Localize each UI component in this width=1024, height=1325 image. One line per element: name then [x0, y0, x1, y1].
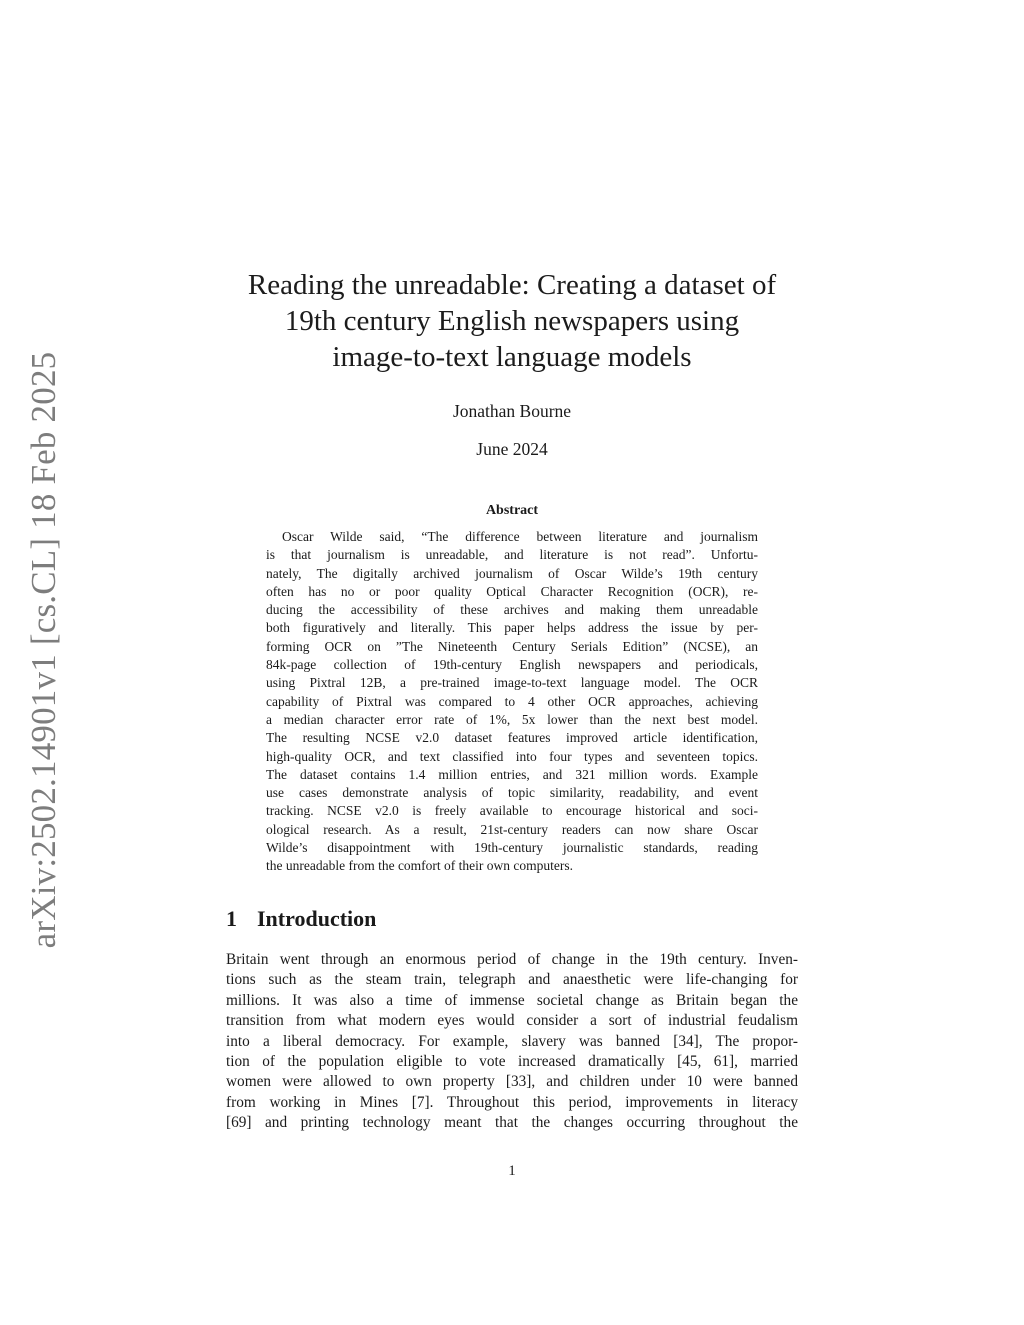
abstract-line: using Pixtral 12B, a pre-trained image-to-text language model. The OCR	[266, 675, 758, 691]
abstract-line: both figuratively and literally. This paper helps address the issue by per-	[266, 620, 758, 636]
body-line: Britain went through an enormous period of change in the 19th century. Inven-	[226, 951, 798, 968]
abstract-line: The resulting NCSE v2.0 dataset features improved article identification,	[266, 730, 758, 746]
title-line: 19th century English newspapers using	[284, 305, 740, 337]
section-number: 1	[226, 906, 237, 931]
title-line: Reading the unreadable: Creating a dataset of	[247, 269, 777, 301]
abstract-line: Wilde’s disappointment with 19th-century journalistic standards, reading	[266, 840, 758, 856]
page-number: 1	[508, 1163, 516, 1179]
abstract-line: 84k-page collection of 19th-century English newspapers and periodicals,	[266, 657, 758, 673]
abstract-line: the unreadable from the comfort of their own computers.	[266, 858, 574, 874]
body-line: women were allowed to own property [33], and children under 10 were banned	[226, 1073, 798, 1091]
abstract-line: forming OCR on ”The Nineteenth Century Serials Edition” (NCSE), an	[266, 638, 758, 654]
body-line: tion of the population eligible to vote increased dramatically [45, 61], married	[226, 1052, 798, 1070]
abstract-line: is that journalism is unreadable, and literature is not read”. Unfortu-	[266, 547, 758, 563]
abstract-text	[266, 528, 758, 876]
abstract-line: The dataset contains 1.4 million entries, and 321 million words. Example	[266, 766, 758, 782]
introduction-text	[226, 950, 798, 1134]
abstract-line: tracking. NCSE v2.0 is freely available to encourage historical and soci-	[266, 803, 758, 819]
section-title: Introduction	[257, 906, 377, 931]
paper-title	[200, 267, 824, 375]
abstract-line: ducing the accessibility of these archives and making them unreadable	[266, 602, 758, 618]
abstract-line: ological research. As a result, 21st-century readers can now share Oscar	[266, 821, 758, 837]
abstract-line: use cases demonstrate analysis of topic similarity, readability, and event	[266, 785, 758, 801]
abstract-line: often has no or poor quality Optical Character Recognition (OCR), re-	[266, 583, 758, 599]
body-line: tions such as the steam train, telegraph and anaesthetic were life-changing for	[226, 971, 798, 989]
body-line: [69] and printing technology meant that the changes occurring throughout the	[226, 1114, 798, 1132]
author-name: Jonathan Bourne	[452, 401, 572, 421]
section-heading	[226, 905, 376, 933]
abstract-line: Oscar Wilde said, “The difference between literature and journalism	[282, 529, 758, 544]
abstract-line: a median character error rate of 1%, 5x lower than the next best model.	[266, 711, 758, 727]
title-line: image-to-text language models	[332, 341, 692, 373]
body-line: from working in Mines [7]. Throughout this period, improvements in literacy	[226, 1093, 798, 1111]
abstract-line: capability of Pixtral was compared to 4 other OCR approaches, achieving	[266, 693, 758, 709]
abstract-heading: Abstract	[485, 503, 539, 518]
body-line: millions. It was also a time of immense societal change as Britain began the	[226, 991, 798, 1009]
abstract-line: high-quality OCR, and text classified into four types and seventeen topics.	[266, 748, 758, 764]
arxiv-identifier: arXiv:2502.14901v1 [cs.CL] 18 Feb 2025	[24, 351, 63, 949]
body-line: transition from what modern eyes would consider a sort of industrial feudalism	[226, 1012, 798, 1030]
body-line: into a liberal democracy. For example, slavery was banned [34], The propor-	[226, 1032, 798, 1050]
abstract-line: nately, The digitally archived journalism of Oscar Wilde’s 19th century	[266, 565, 758, 581]
publication-date: June 2024	[476, 439, 548, 459]
